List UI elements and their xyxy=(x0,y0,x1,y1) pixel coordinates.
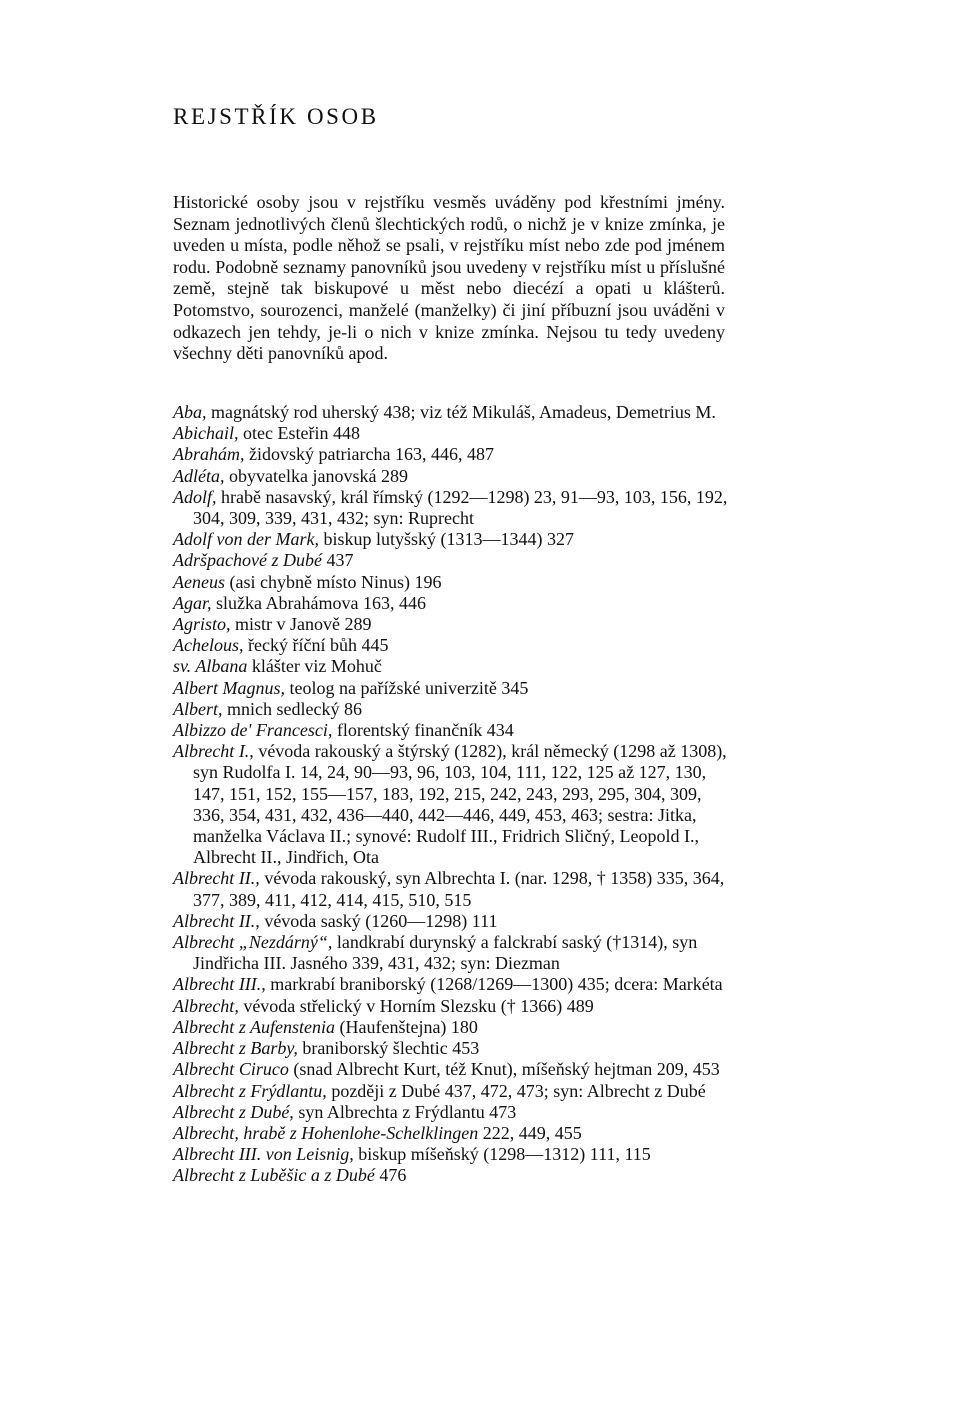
entry-name: Albrecht III., xyxy=(173,974,266,995)
index-entry xyxy=(173,466,733,487)
entry-text: landkrabí durynský a falckrabí saský (†1314), syn Jindřicha III. Jasného 339, 431, 432; syn: Diezman xyxy=(193,932,698,974)
index-entry xyxy=(173,656,733,677)
index-entry xyxy=(173,678,733,699)
entry-name: Albrecht z Dubé, xyxy=(173,1101,294,1122)
entry-text: 437 xyxy=(321,550,354,571)
index-entry xyxy=(173,635,733,656)
entry-text: mnich sedlecký 86 xyxy=(222,698,362,719)
index-entry xyxy=(173,1059,733,1080)
index-entry xyxy=(173,529,733,550)
entry-text: (asi chybně místo Ninus) 196 xyxy=(224,571,442,592)
entry-name: Aeneus xyxy=(173,571,225,592)
entry-name: Albrecht Ciruco xyxy=(173,1059,289,1080)
index-entry xyxy=(173,868,733,910)
entry-text: 222, 449, 455 xyxy=(478,1122,582,1143)
index-entry xyxy=(173,741,733,868)
entry-name: Albrecht II., xyxy=(173,910,260,931)
entry-name: Aba, xyxy=(173,402,207,422)
entry-text: biskup míšeňský (1298—1312) 111, 115 xyxy=(353,1144,651,1165)
index-entry xyxy=(173,974,733,995)
entry-text: teolog na pařížské univerzitě 345 xyxy=(285,677,529,698)
entry-text: vévoda střelický v Horním Slezsku († 1366) 489 xyxy=(238,995,594,1016)
index-entry xyxy=(173,1038,733,1059)
entry-name: Albrecht z Aufenstenia xyxy=(173,1016,335,1037)
entry-name: Albizzo de' Francesci, xyxy=(173,720,333,741)
entry-text: 476 xyxy=(374,1165,407,1186)
index-entry xyxy=(173,487,733,529)
entry-name: sv. Albana xyxy=(173,656,248,677)
index-entry xyxy=(173,423,733,444)
entry-name: Adršpachové z Dubé xyxy=(173,550,322,571)
entry-name: Albert Magnus, xyxy=(173,677,285,698)
intro-paragraph: Historické osoby jsou v rejstříku vesměs uváděny pod křestními jmény. Seznam jednotlivých členů šlechtických rodů, o nichž je v knize zmínka, je uveden u místa, podle něhož se psali, v rejstříku míst nebo zde pod jménem rodu. Podobně seznamy panovníků jsou uvedeny v rejstříku míst u příslušné země, stejně tak biskupové u měst nebo diecézí a opati u klášterů. Potomstvo, sourozenci, manželé (manželky) či jiní příbuzní jsou uváděni v odkazech jen tehdy, je-li o nich v knize zmínka. Nejsou tu tedy uvedeny všechny děti panovníků apod. xyxy=(173,192,725,364)
entry-text: florentský finančník 434 xyxy=(332,720,514,741)
entry-name: Albrecht z Barby, xyxy=(173,1038,298,1059)
entry-name: Agar, xyxy=(173,592,212,613)
index-entry xyxy=(173,699,733,720)
entry-text: klášter viz Mohuč xyxy=(247,656,382,677)
entry-text: řecký říční bůh 445 xyxy=(243,635,389,656)
entry-name: Adléta, xyxy=(173,465,225,486)
index-entry xyxy=(173,1165,733,1186)
page-title: REJSTŘÍK OSOB xyxy=(173,104,379,129)
entry-text: (Haufenštejna) 180 xyxy=(334,1016,478,1037)
index-entry xyxy=(173,932,733,974)
entry-name: Albrecht „Nezdárný“, xyxy=(173,932,333,953)
entry-name: Albrecht III. von Leisnig, xyxy=(173,1144,354,1165)
entry-text: hrabě nasavský, král římský (1292—1298) 23, 91—93, 103, 156, 192, 304, 309, 339, 431, 432; syn: Ruprecht xyxy=(193,486,728,529)
entry-text: židovský patriarcha 163, 446, 487 xyxy=(244,444,494,465)
index-entry xyxy=(173,996,733,1017)
entry-text: syn Albrechta z Frýdlantu 473 xyxy=(293,1101,517,1122)
index-entry xyxy=(173,1081,733,1102)
entry-text: biskup lutyšský (1313—1344) 327 xyxy=(318,529,574,550)
entry-name: Adolf, xyxy=(173,486,217,507)
index-entry xyxy=(173,444,733,465)
entry-text: obyvatelka janovská 289 xyxy=(224,465,408,486)
entry-text: služka Abrahámova 163, 446 xyxy=(211,592,426,613)
entry-text: (snad Albrecht Kurt, též Knut), míšeňský hejtman 209, 453 xyxy=(288,1059,720,1080)
entry-text: otec Esteřin 448 xyxy=(238,423,360,444)
entry-name: Albrecht z Frýdlantu, xyxy=(173,1080,327,1101)
entry-name: Albrecht, xyxy=(173,995,239,1016)
entry-name: Albrecht, hrabě z Hohenlohe-Schelklingen xyxy=(173,1122,479,1143)
entry-text: vévoda rakouský, syn Albrechta I. (nar. 1298, † 1358) 335, 364, 377, 389, 411, 412, 414, 415, 510, 515 xyxy=(193,868,725,910)
entry-text: markrabí braniborský (1268/1269—1300) 435; dcera: Markéta xyxy=(265,974,723,995)
entry-text: později z Dubé 437, 472, 473; syn: Albrecht z Dubé xyxy=(326,1080,706,1101)
entry-text: magnátský rod uherský 438; viz též Mikuláš, Amadeus, Demetrius M. xyxy=(206,402,716,422)
index-entry xyxy=(173,614,733,635)
index-entry xyxy=(173,593,733,614)
entry-text: vévoda saský (1260—1298) 111 xyxy=(259,910,498,931)
index-entry xyxy=(173,1017,733,1038)
entry-text: mistr v Janově 289 xyxy=(230,614,372,635)
index-entry xyxy=(173,402,733,423)
entry-name: Albrecht I., xyxy=(173,741,254,762)
entry-name: Agristo, xyxy=(173,614,231,635)
entry-name: Abrahám, xyxy=(173,444,245,465)
entry-name: Albrecht z Luběšic a z Dubé xyxy=(173,1165,375,1186)
index-entries-list xyxy=(173,402,733,1187)
entry-name: Albert, xyxy=(173,698,223,719)
entry-name: Albrecht II., xyxy=(173,868,260,889)
entry-text: vévoda rakouský a štýrský (1282), král německý (1298 až 1308), syn Rudolfa I. 14, 24, 90—93, 96, 103, 104, 111, 122, 125 až 127, 130, 147, 151, 152, 155—157, 183, 192, 215, 242, 243, 293, 295, 304, 309, 336, 354, 431, 432, 436—440, 442—446, 449, 453, 463; sestra: Jitka, manželka Václava II.; synové: Rudolf III., Fridrich Sličný, Leopold I., Albrecht II., Jindřich, Ota xyxy=(193,741,727,868)
entry-name: Adolf von der Mark, xyxy=(173,529,319,550)
index-entry xyxy=(173,911,733,932)
entry-text: braniborský šlechtic 453 xyxy=(297,1038,480,1059)
entry-name: Abichail, xyxy=(173,423,239,444)
index-entry xyxy=(173,1144,733,1165)
index-entry xyxy=(173,1102,733,1123)
entry-name: Achelous, xyxy=(173,635,244,656)
index-entry xyxy=(173,720,733,741)
index-entry xyxy=(173,572,733,593)
index-entry xyxy=(173,550,733,571)
index-entry xyxy=(173,1123,733,1144)
